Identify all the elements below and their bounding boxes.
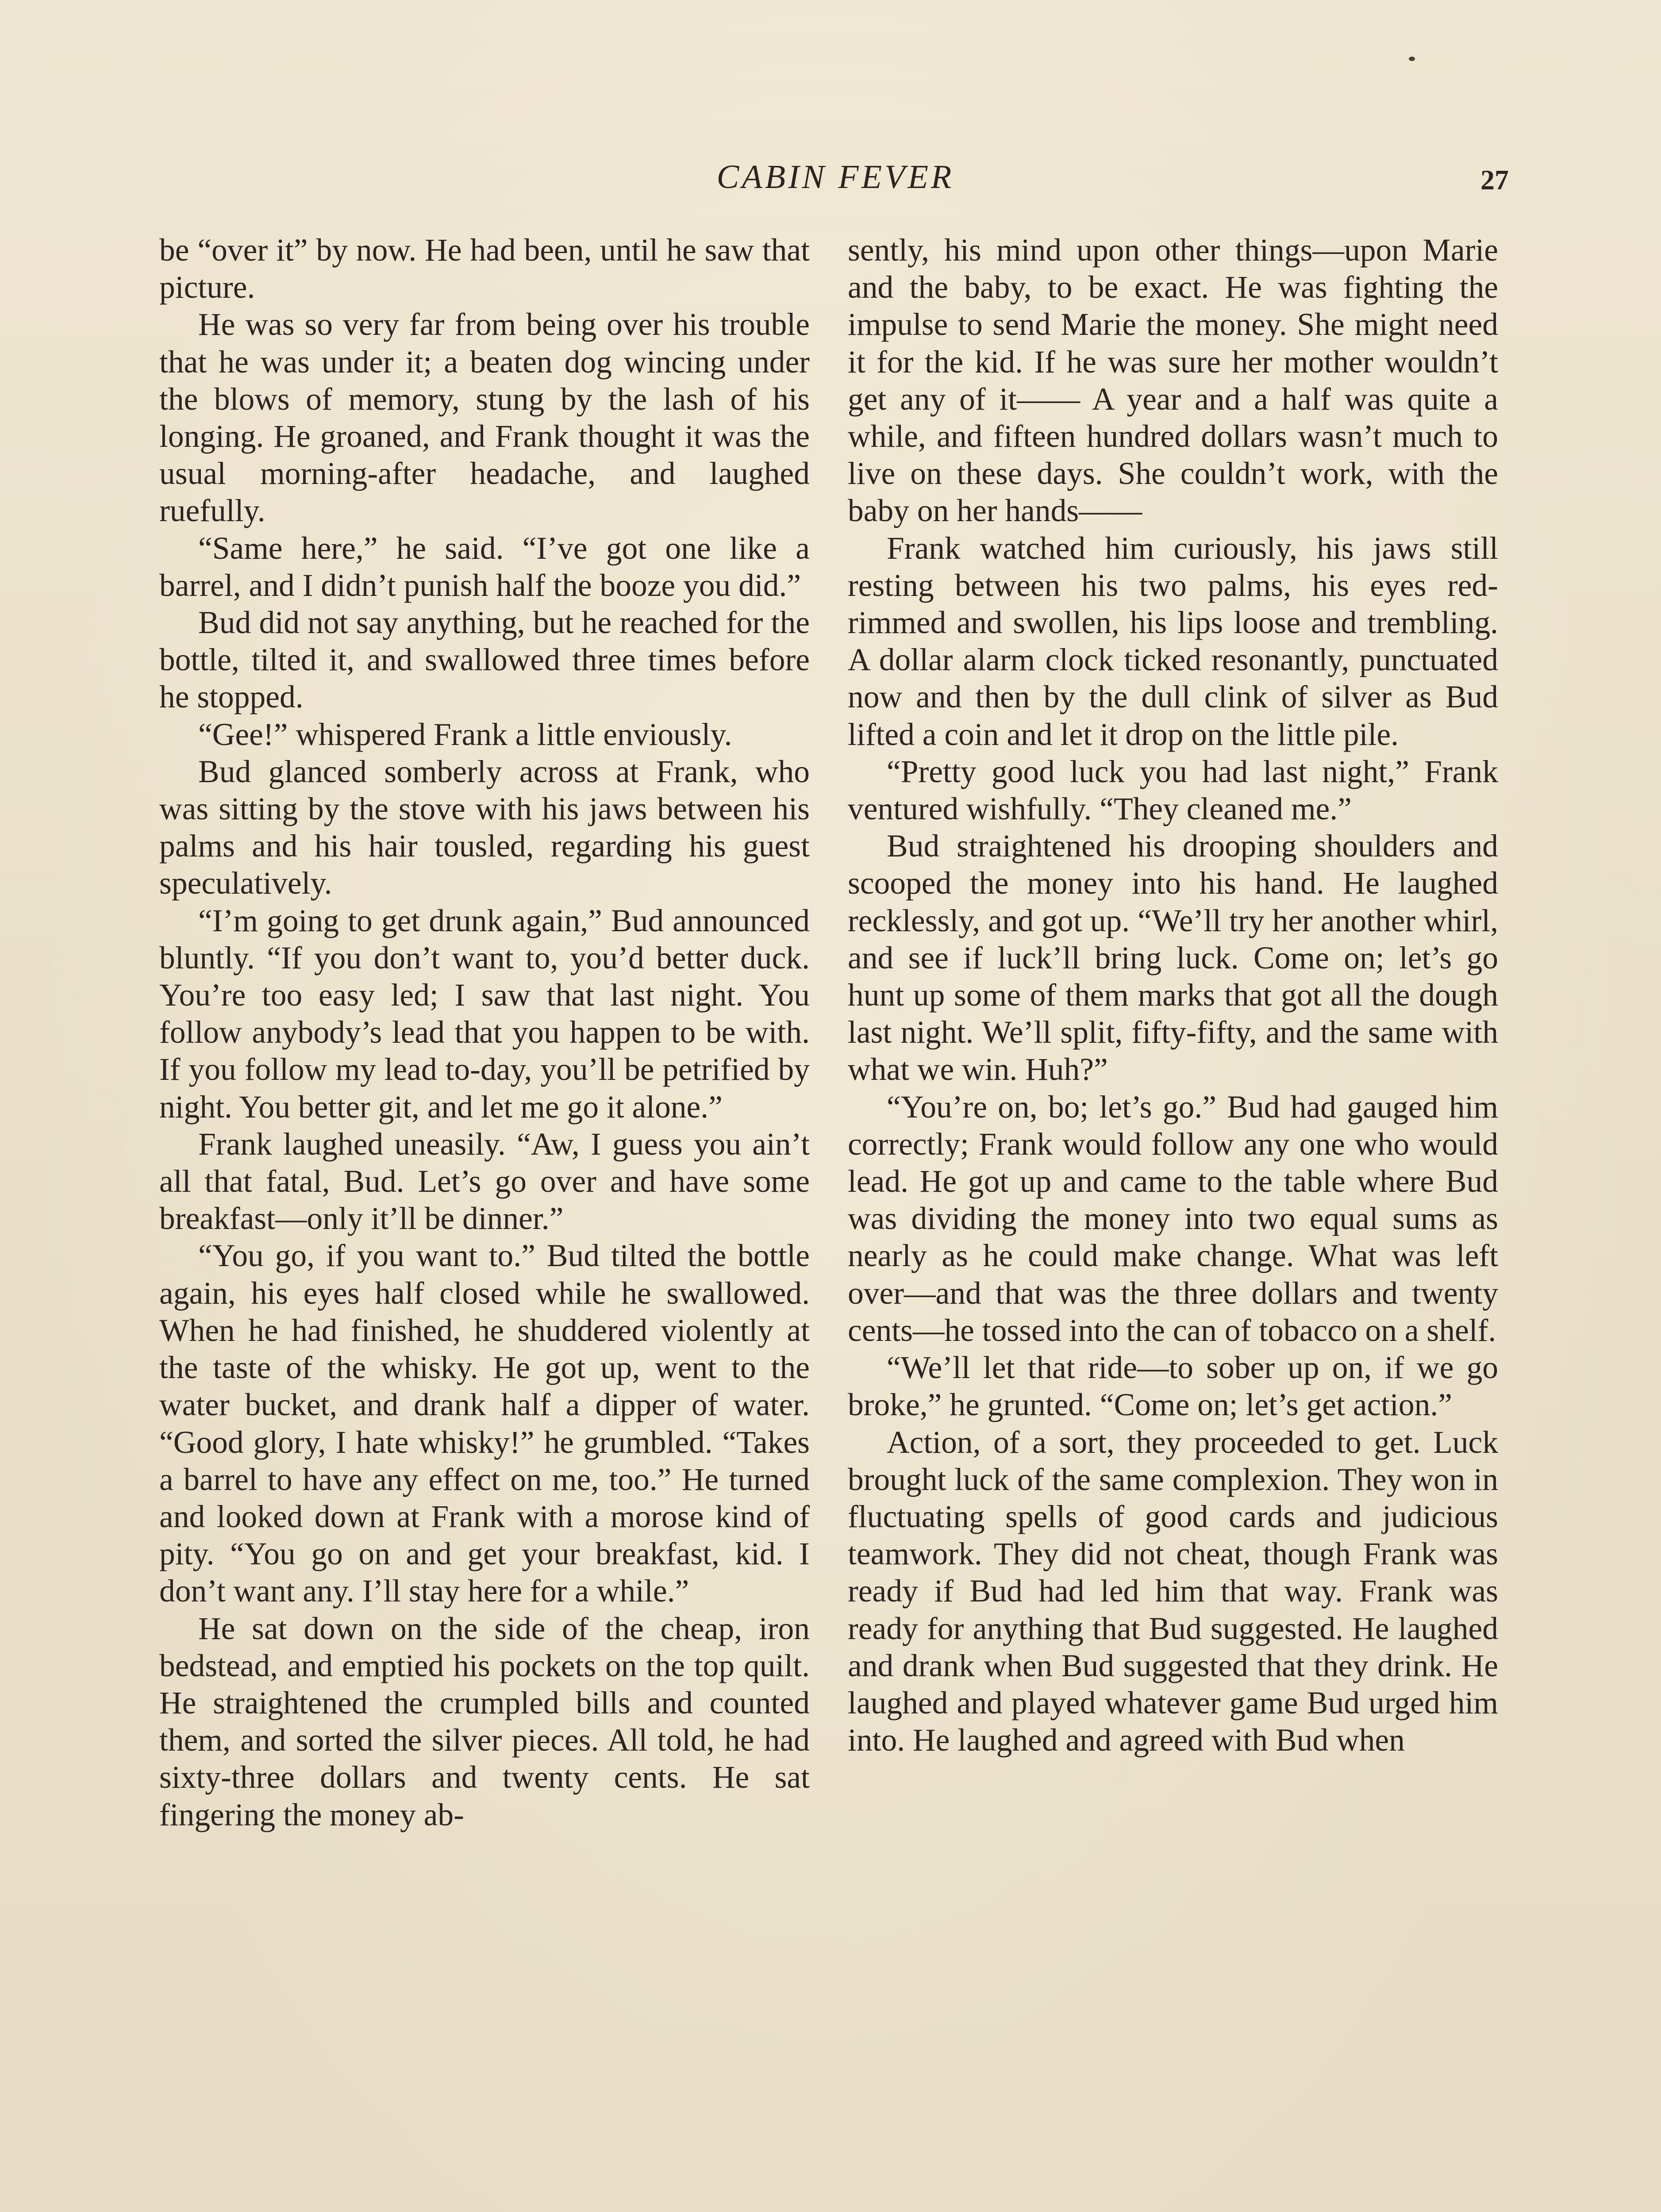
paragraph: Bud did not say anything, but he reached for the bottle, tilted it, and swallowed three times before he stopped. xyxy=(159,605,810,715)
paragraph: “I’m going to get drunk again,” Bud announced bluntly. “If you don’t want to, you’d better duck. You’re too easy led; I saw that last night. You follow anybody’s lead that you happen to be with. If you follow my lead to-day, you’ll be petrified by night. You better git, and let me go it alone.” xyxy=(159,903,810,1125)
paragraph: sently, his mind upon other things—upon Marie and the baby, to be exact. He was fighting the impulse to send Marie the money. She might need it for the kid. If he was sure her mother wouldn’t get any of it—— A year and a half was quite a while, and fifteen hundred dollars wasn’t much to live on these days. She couldn’t work, with the baby on her hands—— xyxy=(848,233,1498,529)
paragraph: “We’ll let that ride—to sober up on, if we go broke,” he grunted. “Come on; let’s get action.” xyxy=(848,1350,1498,1423)
paragraph: “Gee!” whispered Frank a little enviously. xyxy=(198,717,732,752)
paragraph: Bud glanced somberly across at Frank, who was sitting by the stove with his jaws between his palms and his hair tousled, regarding his guest speculatively. xyxy=(159,754,810,901)
paragraph: Frank watched him curiously, his jaws still resting between his two palms, his eyes red-rimmed and swollen, his lips loose and trembling. A dollar alarm clock ticked resonantly, punctuated now and then by the dull clink of silver as Bud lifted a coin and let it drop on the little pile. xyxy=(848,530,1498,752)
page-number: 27 xyxy=(1480,164,1509,196)
paragraph: Frank laughed uneasily. “Aw, I guess you ain’t all that fatal, Bud. Let’s go over and have some breakfast—only it’ll be dinner.” xyxy=(159,1126,810,1237)
paragraph: He was so very far from being over his trouble that he was under it; a beaten dog wincing under the blows of memory, stung by the lash of his longing. He groaned, and Frank thought it was the usual morning-after headache, and laughed ruefully. xyxy=(159,307,810,529)
running-title: CABIN FEVER xyxy=(716,158,954,196)
paragraph: Action, of a sort, they proceeded to get. Luck brought luck of the same complexion. They won in fluctuating spells of good cards and judicious teamwork. They did not cheat, though Frank was ready if Bud had led him that way. Frank was ready for anything that Bud suggested. He laughed and drank when Bud suggested that they drink. He laughed and played whatever game Bud urged him into. He laughed and agreed with Bud when xyxy=(848,1425,1498,1758)
paragraph: “Pretty good luck you had last night,” Frank ventured wishfully. “They cleaned me.” xyxy=(848,754,1498,827)
print-speck xyxy=(1409,57,1415,61)
paragraph: Bud straightened his drooping shoulders and scooped the money into his hand. He laughed recklessly, and got up. “We’ll try her another whirl, and see if luck’ll bring luck. Come on; let’s go hunt up some of them marks that got all the dough last night. We’ll split, fifty-fifty, and the same with what we win. Huh?” xyxy=(848,829,1498,1087)
paragraph: “You go, if you want to.” Bud tilted the bottle again, his eyes half closed while he swallowed. When he had finished, he shuddered violently at the taste of the whisky. He got up, went to the water bucket, and drank half a dipper of water. “Good glory, I hate whisky!” he grumbled. “Takes a barrel to have any effect on me, too.” He turned and looked down at Frank with a morose kind of pity. “You go on and get your breakfast, kid. I don’t want any. I’ll stay here for a while.” xyxy=(159,1238,810,1609)
left-text-column xyxy=(159,232,810,2212)
paragraph: “You’re on, bo; let’s go.” Bud had gauged him correctly; Frank would follow any one who would lead. He got up and came to the table where Bud was dividing the money into two equal sums as nearly as he could make change. What was left over—and that was the three dollars and twenty cents—he tossed into the can of tobacco on a shelf. xyxy=(848,1089,1498,1348)
paragraph: be “over it” by now. He had been, until he saw that picture. xyxy=(159,233,810,305)
paragraph: “Same here,” he said. “I’ve got one like a barrel, and I didn’t punish half the booze you did.” xyxy=(159,530,810,603)
right-text-column xyxy=(848,232,1498,2212)
paragraph: He sat down on the side of the cheap, iron bedstead, and emptied his pockets on the top quilt. He straightened the crumpled bills and counted them, and sorted the silver pieces. All told, he had sixty-three dollars and twenty cents. He sat fingering the money ab- xyxy=(159,1611,810,1832)
